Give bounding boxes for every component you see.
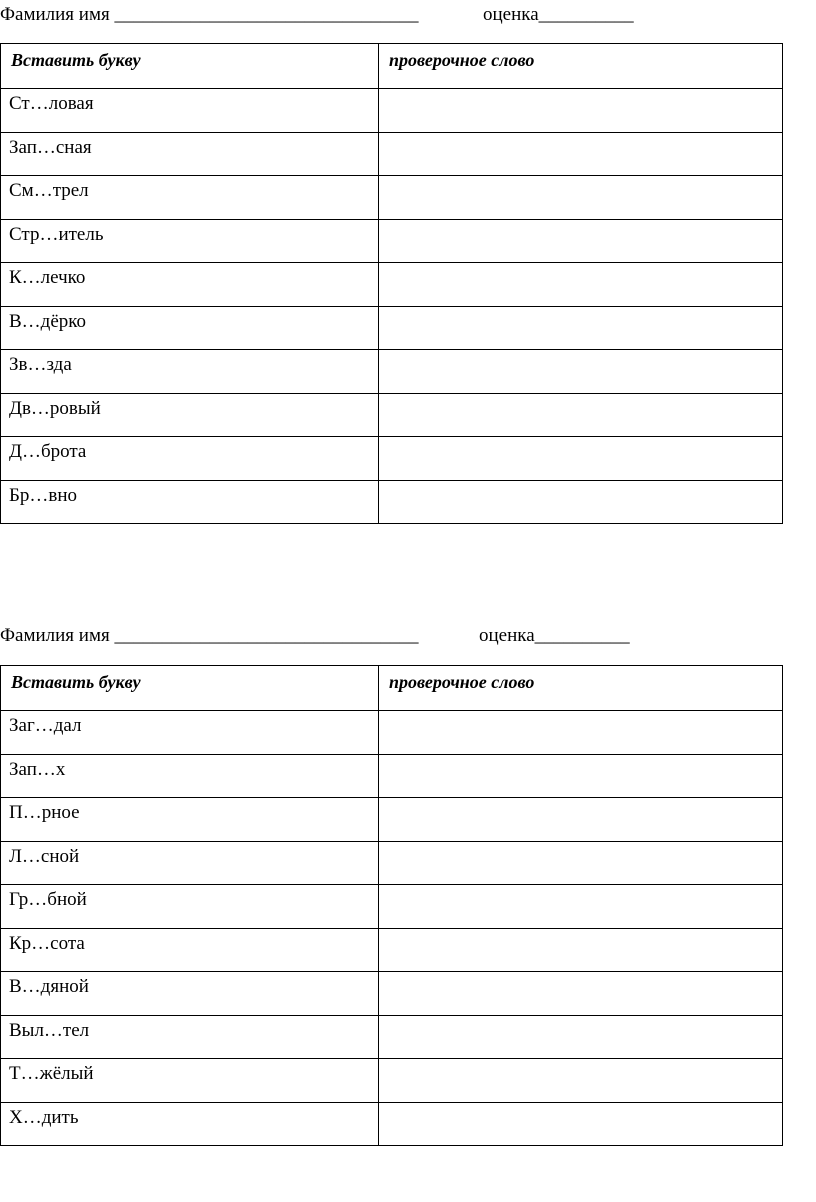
- word-cell: Кр…сота: [1, 928, 379, 972]
- word-cell: Л…сной: [1, 841, 379, 885]
- check-word-answer-cell[interactable]: [379, 885, 783, 929]
- word-cell: Ст…ловая: [1, 89, 379, 133]
- table-row: [1, 132, 783, 176]
- word-cell: См…трел: [1, 176, 379, 220]
- word-cell: Бр…вно: [1, 480, 379, 524]
- check-word-answer-cell[interactable]: [379, 350, 783, 394]
- word-cell: Выл…тел: [1, 1015, 379, 1059]
- check-word-answer-cell[interactable]: [379, 711, 783, 755]
- check-word-answer-cell[interactable]: [379, 263, 783, 307]
- grade-label: оценка__________: [479, 625, 630, 646]
- check-word-answer-cell[interactable]: [379, 132, 783, 176]
- table-row: [1, 393, 783, 437]
- check-word-answer-cell[interactable]: [379, 1059, 783, 1103]
- check-word-answer-cell[interactable]: [379, 1102, 783, 1146]
- worksheet-2-table: [0, 665, 783, 1146]
- table-row: [1, 1102, 783, 1146]
- word-cell: В…дяной: [1, 972, 379, 1016]
- word-cell: Зв…зда: [1, 350, 379, 394]
- table-row: [1, 798, 783, 842]
- table-row: [1, 754, 783, 798]
- check-word-answer-cell[interactable]: [379, 1015, 783, 1059]
- word-cell: Дв…ровый: [1, 393, 379, 437]
- check-word-answer-cell[interactable]: [379, 89, 783, 133]
- word-cell: Заг…дал: [1, 711, 379, 755]
- word-cell: Х…дить: [1, 1102, 379, 1146]
- word-cell: П…рное: [1, 798, 379, 842]
- check-word-answer-cell[interactable]: [379, 480, 783, 524]
- table-row: [1, 480, 783, 524]
- worksheet-1-header: [0, 4, 634, 26]
- word-cell: Зап…сная: [1, 132, 379, 176]
- name-label: Фамилия имя ________________________________: [0, 4, 419, 25]
- check-word-answer-cell[interactable]: [379, 437, 783, 481]
- check-word-answer-cell[interactable]: [379, 972, 783, 1016]
- word-cell: Гр…бной: [1, 885, 379, 929]
- table-row: [1, 1015, 783, 1059]
- table-row: [1, 306, 783, 350]
- name-label: Фамилия имя ________________________________: [0, 625, 419, 646]
- table-row: [1, 972, 783, 1016]
- table-row: [1, 928, 783, 972]
- check-word-answer-cell[interactable]: [379, 798, 783, 842]
- column-header-check-word: проверочное слово: [379, 44, 783, 89]
- table-row: [1, 350, 783, 394]
- word-cell: Д…брота: [1, 437, 379, 481]
- word-cell: Зап…х: [1, 754, 379, 798]
- table-header-row: [1, 666, 783, 711]
- table-row: [1, 711, 783, 755]
- word-cell: К…лечко: [1, 263, 379, 307]
- table-row: [1, 89, 783, 133]
- word-cell: В…дёрко: [1, 306, 379, 350]
- column-header-insert-letter: Вставить букву: [1, 666, 379, 711]
- table-row: [1, 1059, 783, 1103]
- table-row: [1, 841, 783, 885]
- grade-label: оценка__________: [483, 4, 634, 25]
- table-row: [1, 219, 783, 263]
- word-cell: Т…жёлый: [1, 1059, 379, 1103]
- table-row: [1, 263, 783, 307]
- check-word-answer-cell[interactable]: [379, 306, 783, 350]
- word-cell: Стр…итель: [1, 219, 379, 263]
- check-word-answer-cell[interactable]: [379, 393, 783, 437]
- worksheet-2-header: [0, 625, 630, 647]
- table-row: [1, 885, 783, 929]
- table-row: [1, 437, 783, 481]
- check-word-answer-cell[interactable]: [379, 841, 783, 885]
- table-header-row: [1, 44, 783, 89]
- check-word-answer-cell[interactable]: [379, 754, 783, 798]
- table-row: [1, 176, 783, 220]
- check-word-answer-cell[interactable]: [379, 928, 783, 972]
- check-word-answer-cell[interactable]: [379, 176, 783, 220]
- worksheet-1-table: [0, 43, 783, 524]
- check-word-answer-cell[interactable]: [379, 219, 783, 263]
- column-header-check-word: проверочное слово: [379, 666, 783, 711]
- column-header-insert-letter: Вставить букву: [1, 44, 379, 89]
